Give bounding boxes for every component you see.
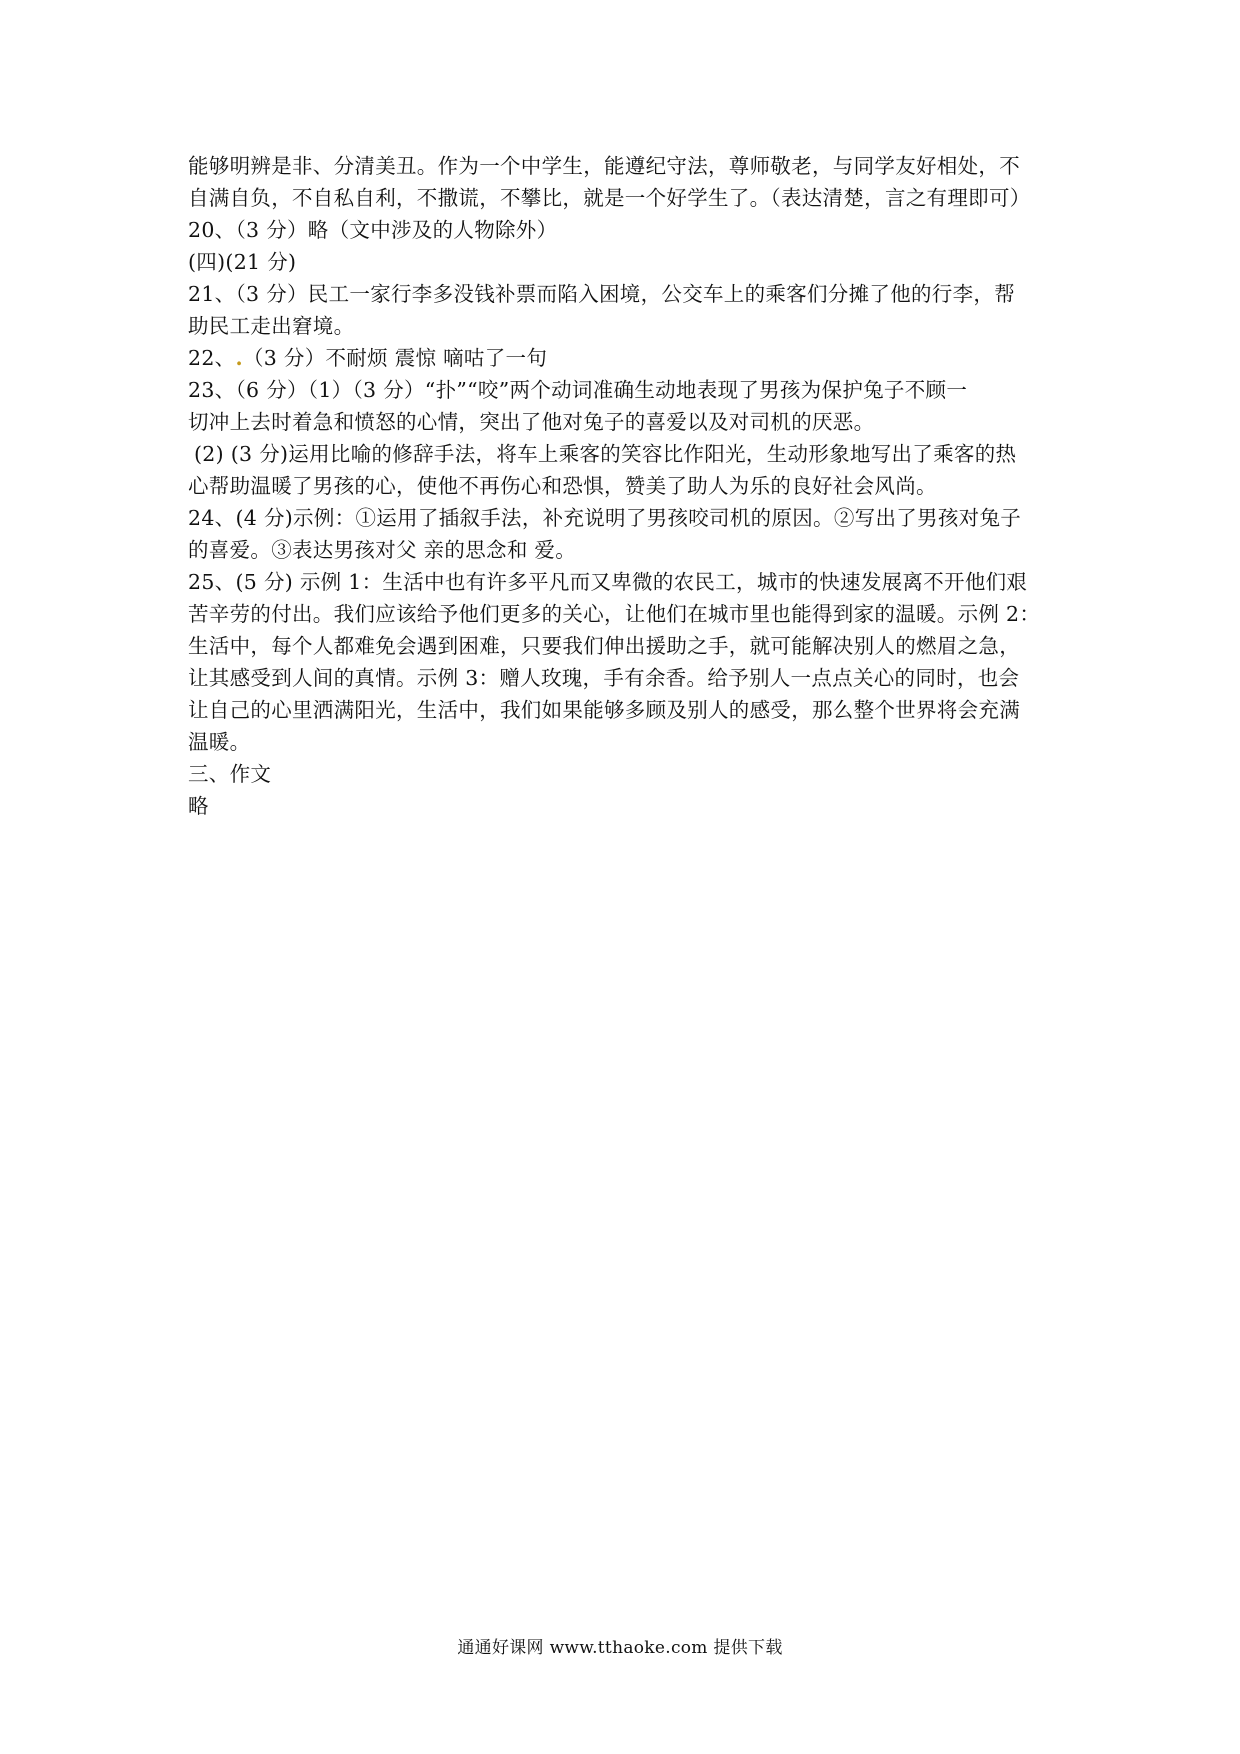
text-line: 自满自负，不自私自利，不撒谎，不攀比，就是一个好学生了。（表达清楚，言之有理即可） bbox=[188, 186, 1031, 210]
question-21-answer: 21、（3 分）民工一家行李多没钱补票而陷入困境，公交车上的乘客们分摊了他的行李，帮 bbox=[188, 282, 1015, 306]
question-22-answer bbox=[188, 342, 1058, 374]
question-24-answer: 24、(4 分)示例：①运用了插叙手法，补充说明了男孩咬司机的原因。②写出了男孩对兔子 bbox=[188, 506, 1022, 530]
section-three-heading: 三、作文 bbox=[188, 762, 272, 786]
text-line: 温暖。 bbox=[188, 730, 251, 754]
question-23-part-2: (2) (3 分)运用比喻的修辞手法，将车上乘客的笑容比作阳光，生动形象地写出了乘客的热 bbox=[194, 442, 1017, 466]
composition-answer: 略 bbox=[188, 794, 209, 818]
text-line: 苦辛劳的付出。我们应该给予他们更多的关心，让他们在城市里也能得到家的温暖。示例 2： bbox=[188, 602, 1041, 626]
text-line: 让自己的心里洒满阳光，生活中，我们如果能够多顾及别人的感受，那么整个世界将会充满 bbox=[188, 698, 1020, 722]
text-line: 让其感受到人间的真情。示例 3：赠人玫瑰，手有余香。给予别人一点点关心的同时，也会 bbox=[188, 666, 1020, 690]
answer-text-body bbox=[188, 150, 1058, 822]
text-line: 切冲上去时着急和愤怒的心情，突出了他对兔子的喜爱以及对司机的厌恶。 bbox=[188, 410, 875, 434]
question-23-answer: 23、（6 分）（1）（3 分）“扑”“咬”两个动词准确生动地表现了男孩为保护兔子不顾一 bbox=[188, 378, 968, 402]
page-footer: 通通好课网 www.tthaoke.com 提供下载 bbox=[457, 1638, 783, 1658]
question-20-answer: 20、（3 分）略（文中涉及的人物除外） bbox=[188, 218, 558, 242]
text-line: 能够明辨是非、分清美丑。作为一个中学生，能遵纪守法，尊师敬老，与同学友好相处，不 bbox=[188, 154, 1020, 178]
text-line: 心帮助温暖了男孩的心，使他不再伤心和恐惧，赞美了助人为乐的良好社会风尚。 bbox=[188, 474, 937, 498]
section-four-heading: (四)(21 分) bbox=[188, 250, 297, 274]
text-line: 生活中，每个人都难免会遇到困难，只要我们伸出援助之手，就可能解决别人的燃眉之急， bbox=[188, 634, 1020, 658]
text-line: 助民工走出窘境。 bbox=[188, 314, 355, 338]
question-25-answer: 25、(5 分) 示例 1：生活中也有许多平凡而又卑微的农民工，城市的快速发展离不开他们艰 bbox=[188, 570, 1028, 594]
stray-mark: . bbox=[235, 346, 243, 370]
text-line: 的喜爱。③表达男孩对父 亲的思念和 爱。 bbox=[188, 538, 577, 562]
question-22-number: 22、 bbox=[188, 346, 236, 370]
question-22-text: （3 分）不耐烦 震惊 嘀咕了一句 bbox=[242, 346, 548, 370]
